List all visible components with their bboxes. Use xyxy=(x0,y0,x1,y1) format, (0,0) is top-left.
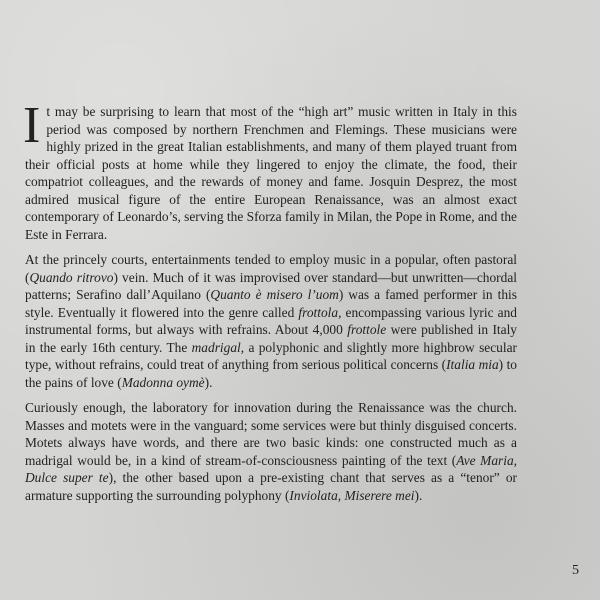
body-text: ) vein. Much of it was improvised over standard—but unwritten—chordal patterns; Serafino dall’Aquilano ( xyxy=(25,269,517,302)
body-text: Curiously enough, the laboratory for innovation during the Renaissance was the church. Masses and motets were in the vanguard; some services were but thinly disguised concerts. Motets always have words, and there are two basic kinds: one constructed much as a madrigal would be, in a kind of stream-of-consciousness painting of the text ( xyxy=(25,400,517,468)
italic-title-text: Inviolata, Miserere mei xyxy=(289,487,415,503)
page-number: 5 xyxy=(572,563,579,578)
italic-title-text: Quando ritrovo xyxy=(29,269,114,285)
body-text: At the princely courts, entertainments tended to employ music in a popular, often pastoral ( xyxy=(25,252,517,285)
paragraph-2 xyxy=(25,251,517,391)
body-text: encompassing various lyric and instrumental forms, but always with refrains. About 4,000 xyxy=(25,304,517,337)
body-text: ), the other based upon a pre-existing chant that serves as a “tenor” or armature supporting the surrounding polyphony ( xyxy=(25,470,517,503)
italic-title-text: Madonna oymè xyxy=(121,374,205,390)
paragraph-3 xyxy=(25,399,517,504)
body-text: a polyphonic and slightly more highbrow secular type, without refrains, could treat of anything from serious political concerns ( xyxy=(25,339,517,372)
italic-title-text: Ave Maria, Dulce super te xyxy=(25,452,518,485)
body-text: ). xyxy=(414,487,423,503)
booklet-text-page xyxy=(23,97,518,512)
italic-title-text: frottola, xyxy=(298,304,342,320)
body-text: ) was a famed performer in this style. Eventually it flowered into the genre called xyxy=(25,287,517,320)
body-text: ) to the pains of love ( xyxy=(25,357,517,390)
italic-title-text: Quanto è misero l’uom xyxy=(210,287,339,302)
body-text: ). xyxy=(204,374,213,390)
body-text: were published in Italy in the early 16th century. The xyxy=(25,322,518,355)
italic-title-text: Italia mia xyxy=(446,357,499,372)
paragraph-1 xyxy=(23,97,517,243)
drop-cap-letter: I xyxy=(23,97,41,154)
italic-title-text: frottole xyxy=(347,322,387,337)
italic-title-text: madrigal, xyxy=(191,339,245,355)
body-text: t may be surprising to learn that most of the “high art” music written in Italy in this period was composed by northern Frenchmen and Flemings. These musicians were highly prized in the great Italian establishments, and many of them played truant from their official posts at home while they lingered to enjoy the climate, the food, their compatriot colleagues, and the rewards of money and fame. Josquin Desprez, the most admired musical figure of the entire European Renaissance, was an almost exact contemporary of Leonardo’s, serving the Sforza family in Milan, the Pope in Rome, and the Este in Ferrara. xyxy=(25,104,517,242)
